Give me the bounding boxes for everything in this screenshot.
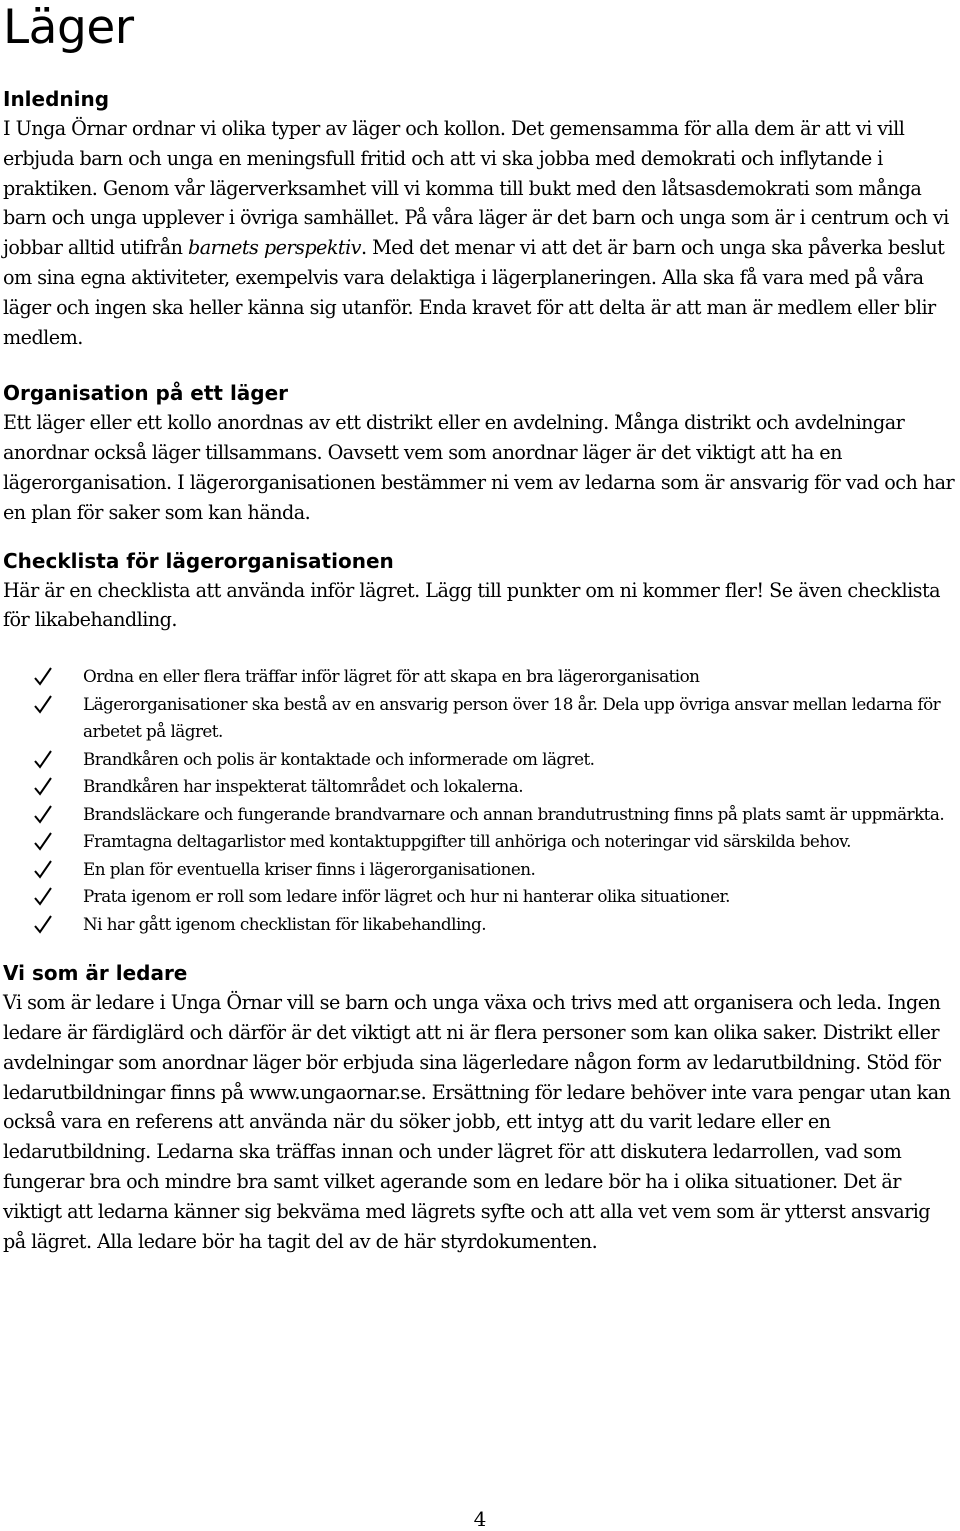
- document-page: [3, 0, 955, 1256]
- checkmark-icon: [33, 828, 53, 855]
- checklist-item: [3, 691, 955, 746]
- organisation-paragraph: Ett läger eller ett kollo anordnas av ett distrikt eller en avdelning. Många distrikt och avdelningar anordnar också läger tillsammans. Oavsett vem som anordnar läger är det viktigt att ha en lägerorganisation. I lägerorganisationen bestämmer ni vem av ledarna som är ansvarig för vad och har en plan för saker som kan hända.: [3, 411, 955, 524]
- checkmark-icon: [33, 883, 53, 910]
- checkmark-icon: [33, 911, 53, 938]
- checklist-item-text: Brandsläckare och fungerande brandvarnare och annan brandutrustning finns på plats samt är uppmärkta.: [83, 803, 945, 824]
- checklista-intro: Här är en checklista att använda inför lägret. Lägg till punkter om ni kommer fler! Se även checklista för likabehandling.: [3, 578, 941, 632]
- heading-organisation: Organisation på ett läger: [3, 381, 289, 406]
- checkmark-icon: [33, 773, 53, 800]
- checkmark-icon: [33, 691, 53, 718]
- checkmark-icon: [33, 746, 53, 773]
- checklist-item: [3, 883, 955, 911]
- checklist-item-text: Ni har gått igenom checklistan för likabehandling.: [83, 913, 486, 934]
- checklist-item: [3, 856, 955, 884]
- checkmark-icon: [33, 663, 53, 690]
- heading-checklista: Checklista för lägerorganisationen: [3, 548, 394, 573]
- checklist-item: [3, 801, 955, 829]
- checklist-item: [3, 773, 955, 801]
- checklist-item: [3, 746, 955, 774]
- checklist-item-text: Prata igenom er roll som ledare inför lägret och hur ni hanterar olika situationer.: [83, 886, 730, 907]
- inledning-paragraph: [3, 114, 955, 352]
- checklist: [3, 663, 955, 938]
- checklist-item: [3, 911, 955, 939]
- checklist-item-text: Lägerorganisationer ska bestå av en ansvarig person över 18 år. Dela upp övriga ansvar mellan ledarna för arbetet på lägret.: [83, 693, 941, 742]
- checklist-item-text: Ordna en eller flera träffar inför lägret för att skapa en bra lägerorganisation: [83, 666, 700, 687]
- checkmark-icon: [33, 801, 53, 828]
- inledning-emphasis: barnets perspektiv: [188, 236, 361, 260]
- checklist-item-text: En plan för eventuella kriser finns i lägerorganisationen.: [83, 858, 536, 879]
- checklist-item-text: Brandkåren har inspekterat tältområdet och lokalerna.: [83, 776, 524, 797]
- inledning-text-b: . Med det menar vi att det är barn och unga ska påverka beslut om sina egna aktiviteter, exempelvis vara delaktiga i lägerplaneringen. Alla ska få vara med på våra läger och ingen ska heller känna sig utanför. Enda kravet för att delta är att man är medlem eller blir medlem.: [3, 236, 945, 349]
- checklist-item-text: Framtagna deltagarlistor med kontaktuppgifter till anhöriga och noteringar vid särskilda behov.: [83, 831, 851, 852]
- checklist-item-text: Brandkåren och polis är kontaktade och informerade om lägret.: [83, 748, 595, 769]
- ledare-paragraph: Vi som är ledare i Unga Örnar vill se barn och unga växa och trivs med att organisera och leda. Ingen ledare är färdiglärd och därför är det viktigt att ni är flera personer som kan olika saker. Distrikt eller avdelningar som anordnar läger bör erbjuda sina lägerledare någon form av ledarutbildning. Stöd för ledarutbildningar finns på www.ungaornar.se. Ersättning för ledare behöver inte vara pengar utan kan också vara en referens att använda när du söker jobb, ett intyg att du varit ledare eller en ledarutbildning. Ledarna ska träffas innan och under lägret för att diskutera ledarrollen, vad som fungerar bra och mindre bra samt vilket agerande som en ledare bör ha i olika situationer. Det är viktigt att ledarna känner sig bekväma med lägrets syfte och att alla vet vem som är ytterst ansvarig på lägret. Alla ledare bör ha tagit del av de här styrdokumenten.: [3, 991, 951, 1253]
- page-number: 4: [473, 1507, 487, 1531]
- checkmark-icon: [33, 856, 53, 883]
- inledning-text-a: I Unga Örnar ordnar vi olika typer av läger och kollon. Det gemensamma för alla dem är att vi vill erbjuda barn och unga en meningsfull fritid och att vi ska jobba med demokrati och inflytande i praktiken. Genom vår lägerverksamhet vill vi komma till bukt med den låtsasdemokrati som många barn och unga upplever i övriga samhället. På våra läger är det barn och unga som är i centrum och vi jobbar alltid utifrån: [3, 117, 949, 260]
- heading-ledare: Vi som är ledare: [3, 961, 188, 986]
- checklist-item: [3, 828, 955, 856]
- checklist-item: [3, 663, 955, 691]
- page-title: Läger: [3, 0, 134, 55]
- heading-inledning: Inledning: [3, 87, 110, 111]
